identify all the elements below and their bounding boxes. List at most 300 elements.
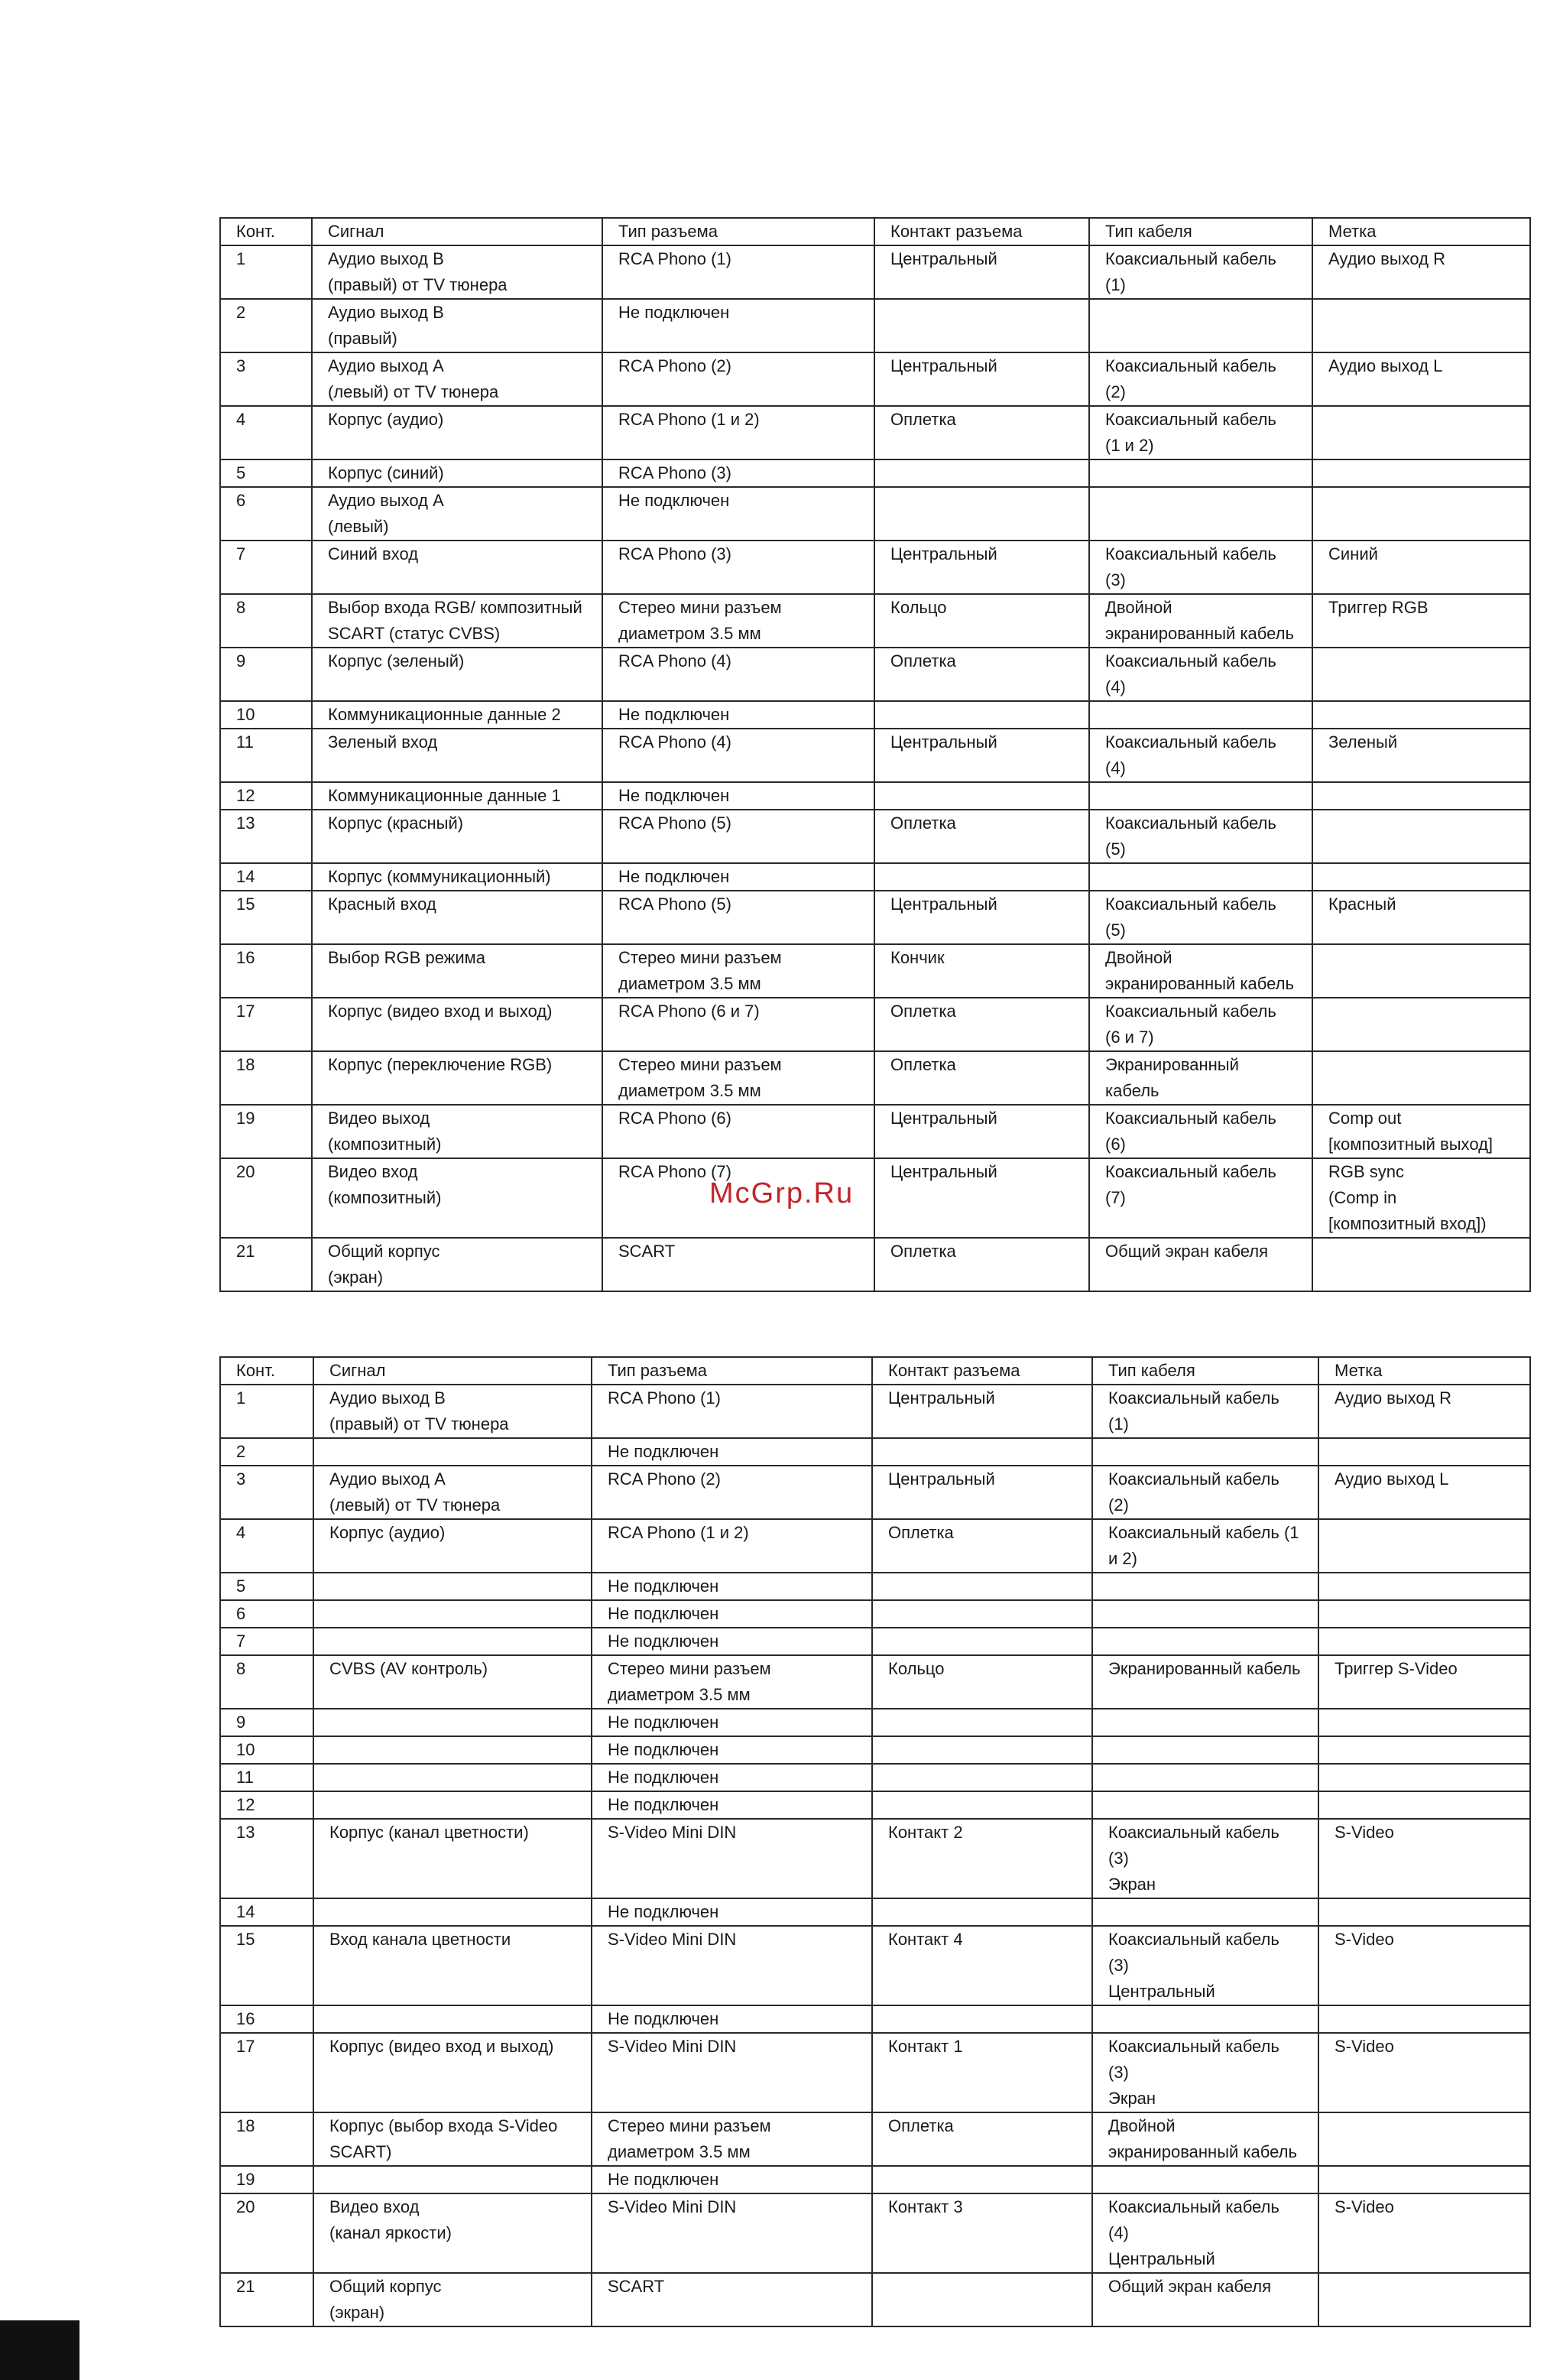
table-row [220, 782, 1530, 810]
cell-label: Триггер RGB [1312, 594, 1530, 648]
cell-pin: 19 [220, 2166, 313, 2193]
cell-signal: Видео выход (композитный) [312, 1105, 602, 1158]
cell-pin: 3 [220, 352, 312, 406]
cell-cable-type [1092, 1898, 1318, 1926]
cell-connector-type: Стерео мини разъем диаметром 3.5 мм [592, 2112, 872, 2166]
cell-cable-type: Коаксиальный кабель (1 и 2) [1092, 1519, 1318, 1573]
cell-pin: 18 [220, 1051, 312, 1105]
cell-connector-contact: Контакт 4 [872, 1926, 1092, 2005]
cell-connector-contact [872, 2273, 1092, 2326]
cell-connector-type: Не подключен [602, 701, 874, 729]
cell-signal: Корпус (канал цветности) [313, 1819, 592, 1898]
cell-connector-type: S-Video Mini DIN [592, 2033, 872, 2112]
cell-signal: Корпус (синий) [312, 459, 602, 487]
cell-signal: Аудио выход А (левый) от TV тюнера [313, 1466, 592, 1519]
cell-pin: 7 [220, 541, 312, 594]
cell-signal: Общий корпус (экран) [313, 2273, 592, 2326]
header-pin: Конт. [220, 218, 312, 245]
header-signal: Сигнал [312, 218, 602, 245]
cell-cable-type: Коаксиальный кабель (2) [1089, 352, 1312, 406]
cell-cable-type [1092, 2005, 1318, 2033]
cell-cable-type: Коаксиальный кабель (7) [1089, 1158, 1312, 1238]
cell-connector-contact: Центральный [874, 352, 1089, 406]
cell-cable-type [1092, 1628, 1318, 1655]
cell-pin: 8 [220, 1655, 313, 1709]
cell-connector-type: Стерео мини разъем диаметром 3.5 мм [602, 594, 874, 648]
table-row [220, 406, 1530, 459]
cell-signal: Корпус (видео вход и выход) [312, 998, 602, 1051]
table-body [220, 1385, 1530, 2326]
table-row [220, 2193, 1530, 2273]
cell-label: Аудио выход L [1312, 352, 1530, 406]
table-header-row [220, 1357, 1530, 1385]
cell-signal [313, 1791, 592, 1819]
cell-pin: 18 [220, 2112, 313, 2166]
cell-signal: Видео вход (канал яркости) [313, 2193, 592, 2273]
cell-signal: Корпус (выбор входа S-Video SCART) [313, 2112, 592, 2166]
cell-signal [313, 1709, 592, 1736]
table-row [220, 944, 1530, 998]
table-body [220, 245, 1530, 1291]
table-row [220, 1105, 1530, 1158]
cell-connector-contact [874, 299, 1089, 352]
header-label: Метка [1318, 1357, 1530, 1385]
cell-connector-type: Не подключен [592, 1764, 872, 1791]
cell-signal [313, 2005, 592, 2033]
cell-cable-type: Коаксиальный кабель (3) Центральный [1092, 1926, 1318, 2005]
cell-pin: 19 [220, 1105, 312, 1158]
cell-cable-type: Коаксиальный кабель (5) [1089, 810, 1312, 863]
cell-cable-type: Коаксиальный кабель (6) [1089, 1105, 1312, 1158]
table-row [220, 459, 1530, 487]
table-row [220, 810, 1530, 863]
cell-connector-contact [874, 782, 1089, 810]
cell-label: S-Video [1318, 1926, 1530, 2005]
cell-connector-type: RCA Phono (1) [602, 245, 874, 299]
cell-connector-type: RCA Phono (4) [602, 648, 874, 701]
cell-signal: Аудио выход В (правый) [312, 299, 602, 352]
table-row [220, 1926, 1530, 2005]
table-row [220, 1573, 1530, 1600]
cell-cable-type: Коаксиальный кабель (3) Экран [1092, 2033, 1318, 2112]
cell-cable-type: Экранированный кабель [1092, 1655, 1318, 1709]
cell-connector-contact: Контакт 2 [872, 1819, 1092, 1898]
cell-label [1312, 648, 1530, 701]
table-row [220, 1819, 1530, 1898]
cell-label [1312, 810, 1530, 863]
table-row [220, 487, 1530, 541]
cell-label [1312, 1051, 1530, 1105]
table-row [220, 863, 1530, 891]
cell-cable-type: Коаксиальный кабель (3) Экран [1092, 1819, 1318, 1898]
table-row [220, 729, 1530, 782]
table-row [220, 2273, 1530, 2326]
cell-pin: 16 [220, 944, 312, 998]
cell-signal: Корпус (видео вход и выход) [313, 2033, 592, 2112]
cell-connector-contact: Кончик [874, 944, 1089, 998]
cell-signal: Аудио выход А (левый) от TV тюнера [312, 352, 602, 406]
cell-connector-contact [872, 1764, 1092, 1791]
table-row [220, 1600, 1530, 1628]
table-row [220, 891, 1530, 944]
cell-connector-type: SCART [602, 1238, 874, 1291]
table-row [220, 299, 1530, 352]
header-label: Метка [1312, 218, 1530, 245]
table-row [220, 2005, 1530, 2033]
cell-connector-contact [872, 1573, 1092, 1600]
table-row [220, 1791, 1530, 1819]
cell-signal: Аудио выход В (правый) от TV тюнера [312, 245, 602, 299]
cell-connector-type: RCA Phono (5) [602, 891, 874, 944]
table-row [220, 1628, 1530, 1655]
cell-connector-type: RCA Phono (3) [602, 541, 874, 594]
cell-cable-type: Коаксиальный кабель (4) Центральный [1092, 2193, 1318, 2273]
cell-label [1312, 406, 1530, 459]
cell-label [1312, 701, 1530, 729]
cell-connector-contact [872, 1438, 1092, 1466]
cell-connector-contact: Оплетка [874, 998, 1089, 1051]
cell-connector-contact: Центральный [874, 729, 1089, 782]
cell-pin: 12 [220, 1791, 313, 1819]
cell-pin: 21 [220, 2273, 313, 2326]
cell-pin: 20 [220, 2193, 313, 2273]
cell-cable-type [1089, 487, 1312, 541]
cell-cable-type: Коаксиальный кабель (1) [1089, 245, 1312, 299]
cell-connector-contact: Оплетка [874, 1238, 1089, 1291]
cell-connector-type: RCA Phono (6 и 7) [602, 998, 874, 1051]
cell-pin: 14 [220, 863, 312, 891]
cell-pin: 5 [220, 459, 312, 487]
cell-connector-type: RCA Phono (1) [592, 1385, 872, 1438]
cell-connector-contact [872, 2166, 1092, 2193]
table-row [220, 541, 1530, 594]
cell-connector-contact: Центральный [874, 541, 1089, 594]
cell-cable-type [1092, 1764, 1318, 1791]
cell-signal: Аудио выход А (левый) [312, 487, 602, 541]
cell-signal: Коммуникационные данные 1 [312, 782, 602, 810]
cell-pin: 8 [220, 594, 312, 648]
cell-connector-contact: Центральный [872, 1385, 1092, 1438]
cell-connector-type: RCA Phono (2) [592, 1466, 872, 1519]
cell-signal: Красный вход [312, 891, 602, 944]
cell-cable-type [1092, 2166, 1318, 2193]
cell-connector-type: RCA Phono (7) [602, 1158, 874, 1238]
header-connector-type: Тип разъема [592, 1357, 872, 1385]
cell-label: Аудио выход R [1312, 245, 1530, 299]
cell-label: S-Video [1318, 2033, 1530, 2112]
header-connector-contact: Контакт разъема [872, 1357, 1092, 1385]
cell-cable-type [1089, 299, 1312, 352]
cell-label [1318, 1791, 1530, 1819]
cell-pin: 9 [220, 648, 312, 701]
cell-connector-contact [872, 1628, 1092, 1655]
cell-pin: 13 [220, 1819, 313, 1898]
cell-signal [313, 1600, 592, 1628]
cell-connector-type: RCA Phono (6) [602, 1105, 874, 1158]
cell-connector-contact: Контакт 1 [872, 2033, 1092, 2112]
cell-label [1318, 1764, 1530, 1791]
cell-label [1312, 299, 1530, 352]
cell-pin: 2 [220, 1438, 313, 1466]
cell-connector-type: Не подключен [592, 1898, 872, 1926]
cell-signal: Корпус (красный) [312, 810, 602, 863]
cell-connector-type: RCA Phono (1 и 2) [602, 406, 874, 459]
cell-cable-type: Двойной экранированный кабель [1092, 2112, 1318, 2166]
cell-label: Comp out [композитный выход] [1312, 1105, 1530, 1158]
cell-cable-type [1092, 1736, 1318, 1764]
cell-connector-contact: Оплетка [874, 810, 1089, 863]
cell-label: Красный [1312, 891, 1530, 944]
cell-connector-contact: Центральный [874, 891, 1089, 944]
cell-cable-type [1092, 1573, 1318, 1600]
cell-signal: Общий корпус (экран) [312, 1238, 602, 1291]
cell-label: RGB sync (Comp in [композитный вход]) [1312, 1158, 1530, 1238]
table-row [220, 2166, 1530, 2193]
cell-pin: 6 [220, 487, 312, 541]
cell-connector-contact: Кольцо [872, 1655, 1092, 1709]
cell-connector-type: Стерео мини разъем диаметром 3.5 мм [592, 1655, 872, 1709]
cell-connector-type: RCA Phono (4) [602, 729, 874, 782]
cell-pin: 17 [220, 2033, 313, 2112]
cell-connector-type: Не подключен [592, 1736, 872, 1764]
cell-pin: 1 [220, 1385, 313, 1438]
cell-pin: 5 [220, 1573, 313, 1600]
cell-connector-type: Не подключен [592, 1573, 872, 1600]
cell-connector-contact: Оплетка [872, 2112, 1092, 2166]
cell-connector-type: Стерео мини разъем диаметром 3.5 мм [602, 1051, 874, 1105]
cell-label [1318, 1736, 1530, 1764]
cell-pin: 2 [220, 299, 312, 352]
cell-pin: 21 [220, 1238, 312, 1291]
cell-signal: Выбор RGB режима [312, 944, 602, 998]
cell-connector-type: S-Video Mini DIN [592, 1926, 872, 2005]
cell-connector-type: Не подключен [602, 299, 874, 352]
cell-pin: 16 [220, 2005, 313, 2033]
table-row [220, 1736, 1530, 1764]
cell-cable-type: Экранированный кабель [1089, 1051, 1312, 1105]
cell-cable-type: Коаксиальный кабель (3) [1089, 541, 1312, 594]
cell-label [1318, 2166, 1530, 2193]
cell-connector-type: Не подключен [602, 487, 874, 541]
cell-signal: Синий вход [312, 541, 602, 594]
cell-signal: Аудио выход В (правый) от TV тюнера [313, 1385, 592, 1438]
cell-signal: Видео вход (композитный) [312, 1158, 602, 1238]
cell-pin: 17 [220, 998, 312, 1051]
cell-label [1318, 1573, 1530, 1600]
cell-signal: Корпус (зеленый) [312, 648, 602, 701]
cell-label [1312, 998, 1530, 1051]
cell-label: Зеленый [1312, 729, 1530, 782]
table-row [220, 1438, 1530, 1466]
cell-label [1318, 2005, 1530, 2033]
table-row [220, 1519, 1530, 1573]
table-row [220, 1709, 1530, 1736]
cell-signal: Корпус (аудио) [313, 1519, 592, 1573]
cell-label [1318, 2112, 1530, 2166]
cell-label: S-Video [1318, 2193, 1530, 2273]
cell-cable-type: Двойной экранированный кабель [1089, 944, 1312, 998]
cell-signal [313, 1573, 592, 1600]
header-signal: Сигнал [313, 1357, 592, 1385]
table-row [220, 352, 1530, 406]
table-row [220, 1655, 1530, 1709]
header-pin: Конт. [220, 1357, 313, 1385]
cell-cable-type [1092, 1709, 1318, 1736]
cell-label [1312, 1238, 1530, 1291]
cell-connector-contact: Центральный [874, 1158, 1089, 1238]
cell-label [1312, 459, 1530, 487]
cell-signal [313, 2166, 592, 2193]
cell-label [1312, 487, 1530, 541]
cell-connector-contact [872, 1600, 1092, 1628]
cell-cable-type: Общий экран кабеля [1089, 1238, 1312, 1291]
cell-cable-type: Коаксиальный кабель (6 и 7) [1089, 998, 1312, 1051]
cell-connector-contact [872, 2005, 1092, 2033]
scart-svideo-pinout-table [219, 1356, 1531, 2327]
cell-pin: 1 [220, 245, 312, 299]
cell-connector-type: Не подключен [592, 1791, 872, 1819]
cell-connector-contact: Кольцо [874, 594, 1089, 648]
cell-label [1312, 782, 1530, 810]
cell-label [1318, 1898, 1530, 1926]
cell-pin: 7 [220, 1628, 313, 1655]
cell-label [1312, 944, 1530, 998]
cell-pin: 11 [220, 1764, 313, 1791]
cell-signal [313, 1438, 592, 1466]
cell-cable-type [1089, 863, 1312, 891]
cell-pin: 14 [220, 1898, 313, 1926]
cell-pin: 13 [220, 810, 312, 863]
cell-pin: 4 [220, 1519, 313, 1573]
cell-label [1318, 1438, 1530, 1466]
cell-connector-contact: Оплетка [874, 648, 1089, 701]
cell-cable-type [1092, 1600, 1318, 1628]
cell-pin: 15 [220, 891, 312, 944]
scart-rgb-pinout-table [219, 217, 1531, 1292]
header-cable-type: Тип кабеля [1089, 218, 1312, 245]
cell-connector-contact: Центральный [874, 1105, 1089, 1158]
cell-connector-contact [874, 487, 1089, 541]
cell-label: S-Video [1318, 1819, 1530, 1898]
cell-pin: 11 [220, 729, 312, 782]
cell-connector-contact [872, 1736, 1092, 1764]
cell-pin: 15 [220, 1926, 313, 2005]
cell-pin: 10 [220, 701, 312, 729]
table-header-row [220, 218, 1530, 245]
table-row [220, 648, 1530, 701]
cell-cable-type: Коаксиальный кабель (5) [1089, 891, 1312, 944]
cell-cable-type [1092, 1438, 1318, 1466]
cell-connector-contact: Оплетка [874, 1051, 1089, 1105]
cell-label: Аудио выход R [1318, 1385, 1530, 1438]
cell-cable-type [1089, 701, 1312, 729]
cell-cable-type [1089, 782, 1312, 810]
cell-connector-type: S-Video Mini DIN [592, 1819, 872, 1898]
cell-label [1318, 1600, 1530, 1628]
cell-signal: Корпус (аудио) [312, 406, 602, 459]
cell-connector-type: Стерео мини разъем диаметром 3.5 мм [602, 944, 874, 998]
cell-signal [313, 1898, 592, 1926]
cell-pin: 12 [220, 782, 312, 810]
cell-signal: Корпус (переключение RGB) [312, 1051, 602, 1105]
table-row [220, 1051, 1530, 1105]
cell-signal [313, 1628, 592, 1655]
table-row [220, 1764, 1530, 1791]
cell-connector-type: SCART [592, 2273, 872, 2326]
cell-cable-type: Коаксиальный кабель (2) [1092, 1466, 1318, 1519]
cell-cable-type [1092, 1791, 1318, 1819]
cell-connector-type: RCA Phono (5) [602, 810, 874, 863]
header-connector-contact: Контакт разъема [874, 218, 1089, 245]
cell-connector-contact: Оплетка [874, 406, 1089, 459]
page-corner-block [0, 2320, 79, 2380]
cell-cable-type: Коаксиальный кабель (4) [1089, 729, 1312, 782]
cell-connector-contact: Центральный [872, 1466, 1092, 1519]
cell-connector-type: S-Video Mini DIN [592, 2193, 872, 2273]
cell-signal: Корпус (коммуникационный) [312, 863, 602, 891]
cell-connector-contact: Оплетка [872, 1519, 1092, 1573]
cell-signal: Зеленый вход [312, 729, 602, 782]
cell-signal [313, 1764, 592, 1791]
table-row [220, 998, 1530, 1051]
table-row [220, 701, 1530, 729]
cell-connector-type: Не подключен [592, 2166, 872, 2193]
cell-connector-type: RCA Phono (3) [602, 459, 874, 487]
cell-label: Триггер S-Video [1318, 1655, 1530, 1709]
cell-connector-type: Не подключен [592, 1709, 872, 1736]
cell-pin: 6 [220, 1600, 313, 1628]
cell-label [1318, 1628, 1530, 1655]
cell-pin: 3 [220, 1466, 313, 1519]
table-row [220, 2112, 1530, 2166]
cell-connector-type: Не подключен [592, 2005, 872, 2033]
cell-label: Синий [1312, 541, 1530, 594]
cell-pin: 10 [220, 1736, 313, 1764]
cell-connector-type: Не подключен [602, 863, 874, 891]
cell-connector-contact: Контакт 3 [872, 2193, 1092, 2273]
cell-cable-type: Двойной экранированный кабель [1089, 594, 1312, 648]
cell-cable-type: Коаксиальный кабель (4) [1089, 648, 1312, 701]
table-row [220, 1158, 1530, 1238]
table-row [220, 1238, 1530, 1291]
cell-pin: 9 [220, 1709, 313, 1736]
table-row [220, 1385, 1530, 1438]
cell-label [1318, 1709, 1530, 1736]
cell-signal: Вход канала цветности [313, 1926, 592, 2005]
cell-cable-type: Коаксиальный кабель (1) [1092, 1385, 1318, 1438]
cell-connector-contact [872, 1791, 1092, 1819]
cell-label [1318, 1519, 1530, 1573]
watermark: McGrp.Ru [709, 1177, 855, 1209]
cell-pin: 20 [220, 1158, 312, 1238]
cell-label [1318, 2273, 1530, 2326]
header-connector-type: Тип разъема [602, 218, 874, 245]
cell-connector-contact: Центральный [874, 245, 1089, 299]
cell-connector-contact [874, 863, 1089, 891]
cell-label [1312, 863, 1530, 891]
table-row [220, 1898, 1530, 1926]
cell-signal [313, 1736, 592, 1764]
cell-signal: CVBS (AV контроль) [313, 1655, 592, 1709]
cell-signal: Коммуникационные данные 2 [312, 701, 602, 729]
cell-connector-contact [874, 701, 1089, 729]
header-cable-type: Тип кабеля [1092, 1357, 1318, 1385]
cell-connector-type: Не подключен [592, 1628, 872, 1655]
cell-signal: Выбор входа RGB/ композитный SCART (статус CVBS) [312, 594, 602, 648]
cell-connector-type: Не подключен [592, 1600, 872, 1628]
table-row [220, 594, 1530, 648]
cell-connector-contact [872, 1898, 1092, 1926]
